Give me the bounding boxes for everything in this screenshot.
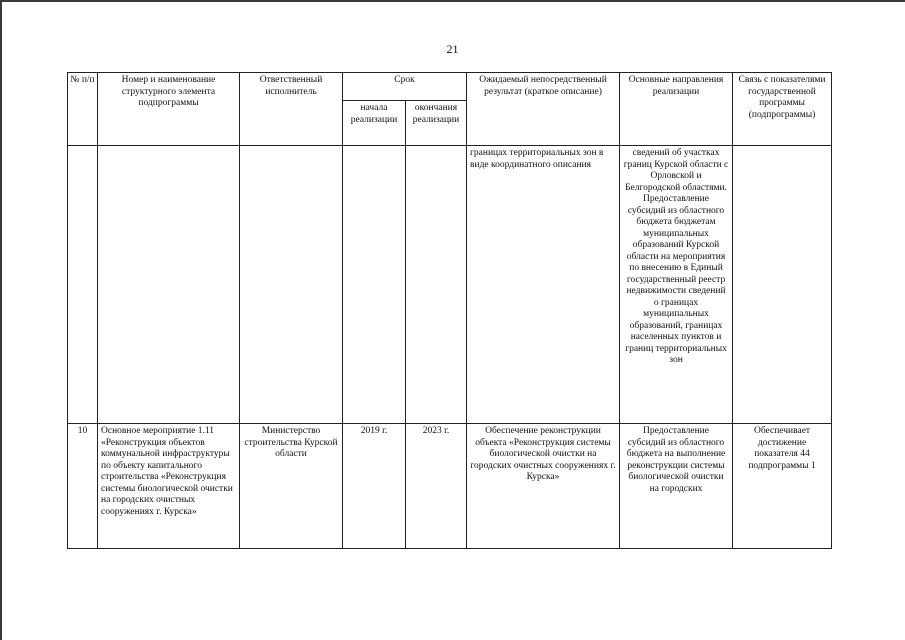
- header-start: начала реализации: [343, 101, 406, 146]
- row-executor: Министерство строительства Курской области: [240, 424, 343, 549]
- row-link: Обеспечивает достижение показателя 44 подпрограммы 1: [733, 424, 832, 549]
- row-num: 10: [68, 424, 98, 549]
- scan-edge-left: [0, 0, 2, 640]
- table-row: [68, 146, 832, 424]
- row-start: 2019 г.: [343, 424, 406, 549]
- row-result: Обеспечение реконструкции объекта «Реконструкция системы биологической очистки на городских очистных сооружениях г. Курска»: [467, 424, 620, 549]
- row-name: Основное мероприятие 1.11 «Реконструкция объектов коммунальной инфраструктуры по объекту капитального строительства «Реконструкция системы биологической очистки на городских очистных сооружениях г. Курска»: [98, 424, 240, 549]
- row-end: 2023 г.: [406, 424, 467, 549]
- header-executor: Ответственный исполнитель: [240, 73, 343, 146]
- header-row-1: [68, 73, 832, 101]
- row-end: [406, 146, 467, 424]
- header-term: Срок: [343, 73, 467, 101]
- row-name: [98, 146, 240, 424]
- header-link: Связь с показателями государственной программы (подпрограммы): [733, 73, 832, 146]
- header-directions: Основные направления реализации: [620, 73, 733, 146]
- row-executor: [240, 146, 343, 424]
- header-name: Номер и наименование структурного элемента подпрограммы: [98, 73, 240, 146]
- scan-edge-top: [0, 0, 905, 2]
- row-result: границах территориальных зон в виде координатного описания: [467, 146, 620, 424]
- table-row: [68, 424, 832, 549]
- row-num: [68, 146, 98, 424]
- row-link: [733, 146, 832, 424]
- page-number: 21: [446, 42, 459, 56]
- header-result: Ожидаемый непосредственный результат (краткое описание): [467, 73, 620, 146]
- row-directions: Предоставление субсидий из областного бюджета на выполнение реконструкции системы биологической очистки на городских: [620, 424, 733, 549]
- row-start: [343, 146, 406, 424]
- program-table: [67, 72, 832, 549]
- row-directions: сведений об участках границ Курской области с Орловской и Белгородской областями. Предоставление субсидий из областного бюджета бюджетам муниципальных образований Курской области на мероприятия по внесению в Единый государственный реестр недвижимости сведений о границах муниципальных образований, границах населенных пунктов и границ территориальных зон: [620, 146, 733, 424]
- header-num: № п/п: [68, 73, 98, 146]
- header-end: окончания реализации: [406, 101, 467, 146]
